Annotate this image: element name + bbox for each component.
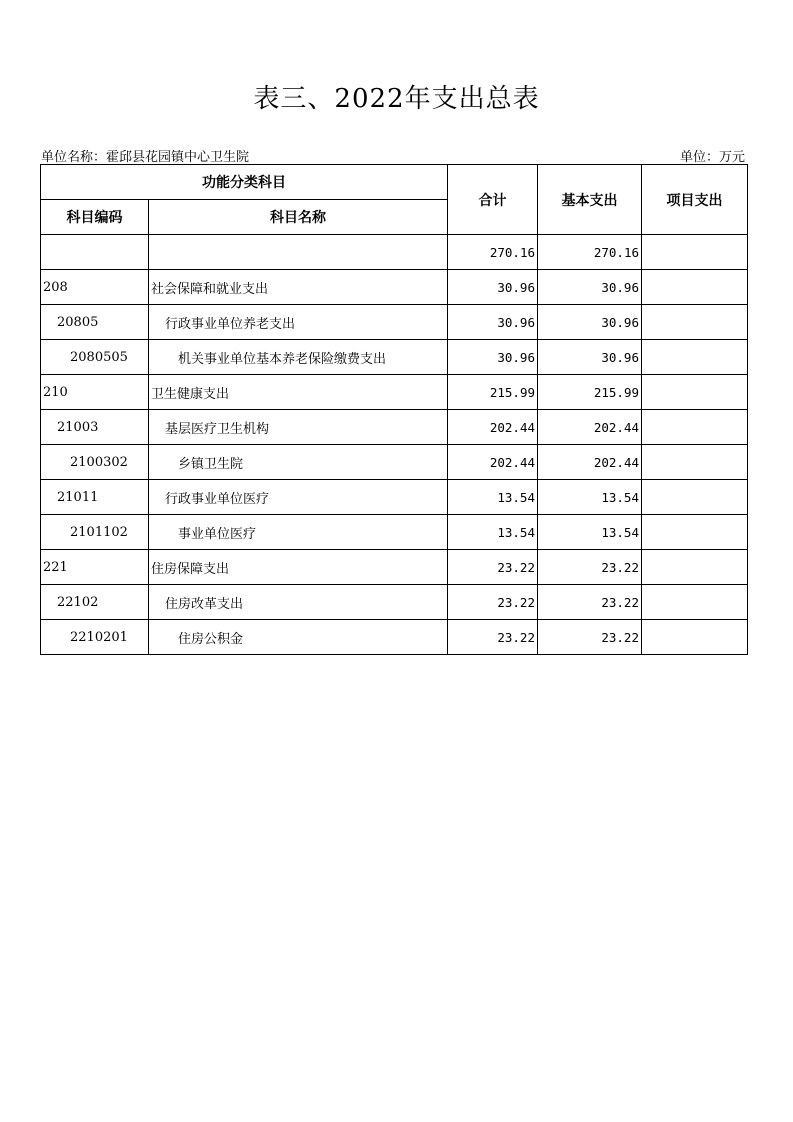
row-total: 23.22 xyxy=(448,585,538,620)
page-title: 表三、2022年支出总表 xyxy=(253,84,540,114)
row-total: 202.44 xyxy=(448,445,538,480)
row-name: 基层医疗卫生机构 xyxy=(149,410,448,445)
row-total: 215.99 xyxy=(448,375,538,410)
basic-header: 基本支出 xyxy=(538,165,642,235)
row-basic: 23.22 xyxy=(538,585,642,620)
row-name: 住房公积金 xyxy=(149,620,448,655)
row-code: 2101102 xyxy=(41,515,149,550)
row-code: 210 xyxy=(41,375,149,410)
row-name xyxy=(149,235,448,270)
table-row xyxy=(41,515,748,550)
row-code: 2210201 xyxy=(41,620,149,655)
row-basic: 215.99 xyxy=(538,375,642,410)
row-code: 21003 xyxy=(41,410,149,445)
row-project xyxy=(642,375,748,410)
table-row xyxy=(41,480,748,515)
row-basic: 23.22 xyxy=(538,550,642,585)
row-total: 30.96 xyxy=(448,340,538,375)
table-row xyxy=(41,270,748,305)
row-project xyxy=(642,445,748,480)
row-total: 13.54 xyxy=(448,480,538,515)
row-project xyxy=(642,585,748,620)
row-code: 2100302 xyxy=(41,445,149,480)
row-project xyxy=(642,515,748,550)
row-total: 23.22 xyxy=(448,620,538,655)
row-code: 2080505 xyxy=(41,340,149,375)
table-row xyxy=(41,445,748,480)
row-name: 行政事业单位医疗 xyxy=(149,480,448,515)
category-group-header: 功能分类科目 xyxy=(41,165,448,200)
row-total: 202.44 xyxy=(448,410,538,445)
table-row xyxy=(41,235,748,270)
row-project xyxy=(642,550,748,585)
row-code: 221 xyxy=(41,550,149,585)
expenditure-table xyxy=(40,164,748,655)
row-total: 13.54 xyxy=(448,515,538,550)
row-basic: 270.16 xyxy=(538,235,642,270)
total-header: 合计 xyxy=(448,165,538,235)
row-total: 30.96 xyxy=(448,305,538,340)
row-name: 行政事业单位养老支出 xyxy=(149,305,448,340)
table-row xyxy=(41,410,748,445)
row-basic: 13.54 xyxy=(538,480,642,515)
row-project xyxy=(642,270,748,305)
row-code xyxy=(41,235,149,270)
row-basic: 23.22 xyxy=(538,620,642,655)
row-project xyxy=(642,620,748,655)
table-row xyxy=(41,585,748,620)
row-code: 208 xyxy=(41,270,149,305)
row-name: 事业单位医疗 xyxy=(149,515,448,550)
row-basic: 202.44 xyxy=(538,410,642,445)
table-row xyxy=(41,550,748,585)
table-row xyxy=(41,620,748,655)
row-total: 30.96 xyxy=(448,270,538,305)
row-code: 22102 xyxy=(41,585,149,620)
table-row xyxy=(41,340,748,375)
row-total: 23.22 xyxy=(448,550,538,585)
row-project xyxy=(642,305,748,340)
row-project xyxy=(642,340,748,375)
row-name: 社会保障和就业支出 xyxy=(149,270,448,305)
row-basic: 202.44 xyxy=(538,445,642,480)
table-row xyxy=(41,305,748,340)
project-header: 项目支出 xyxy=(642,165,748,235)
row-project xyxy=(642,410,748,445)
row-basic: 30.96 xyxy=(538,270,642,305)
row-basic: 30.96 xyxy=(538,305,642,340)
table-row xyxy=(41,375,748,410)
row-name: 住房改革支出 xyxy=(149,585,448,620)
row-name: 住房保障支出 xyxy=(149,550,448,585)
code-header: 科目编码 xyxy=(41,200,149,235)
row-name: 卫生健康支出 xyxy=(149,375,448,410)
row-name: 机关事业单位基本养老保险缴费支出 xyxy=(149,340,448,375)
row-total: 270.16 xyxy=(448,235,538,270)
row-basic: 30.96 xyxy=(538,340,642,375)
name-header: 科目名称 xyxy=(149,200,448,235)
unit-label: 单位：万元 xyxy=(679,150,745,165)
unit-name: 单位名称：霍邱县花园镇中心卫生院 xyxy=(41,150,250,165)
row-name: 乡镇卫生院 xyxy=(149,445,448,480)
row-project xyxy=(642,480,748,515)
row-project xyxy=(642,235,748,270)
row-code: 21011 xyxy=(41,480,149,515)
table-body xyxy=(41,235,748,655)
row-code: 20805 xyxy=(41,305,149,340)
row-basic: 13.54 xyxy=(538,515,642,550)
